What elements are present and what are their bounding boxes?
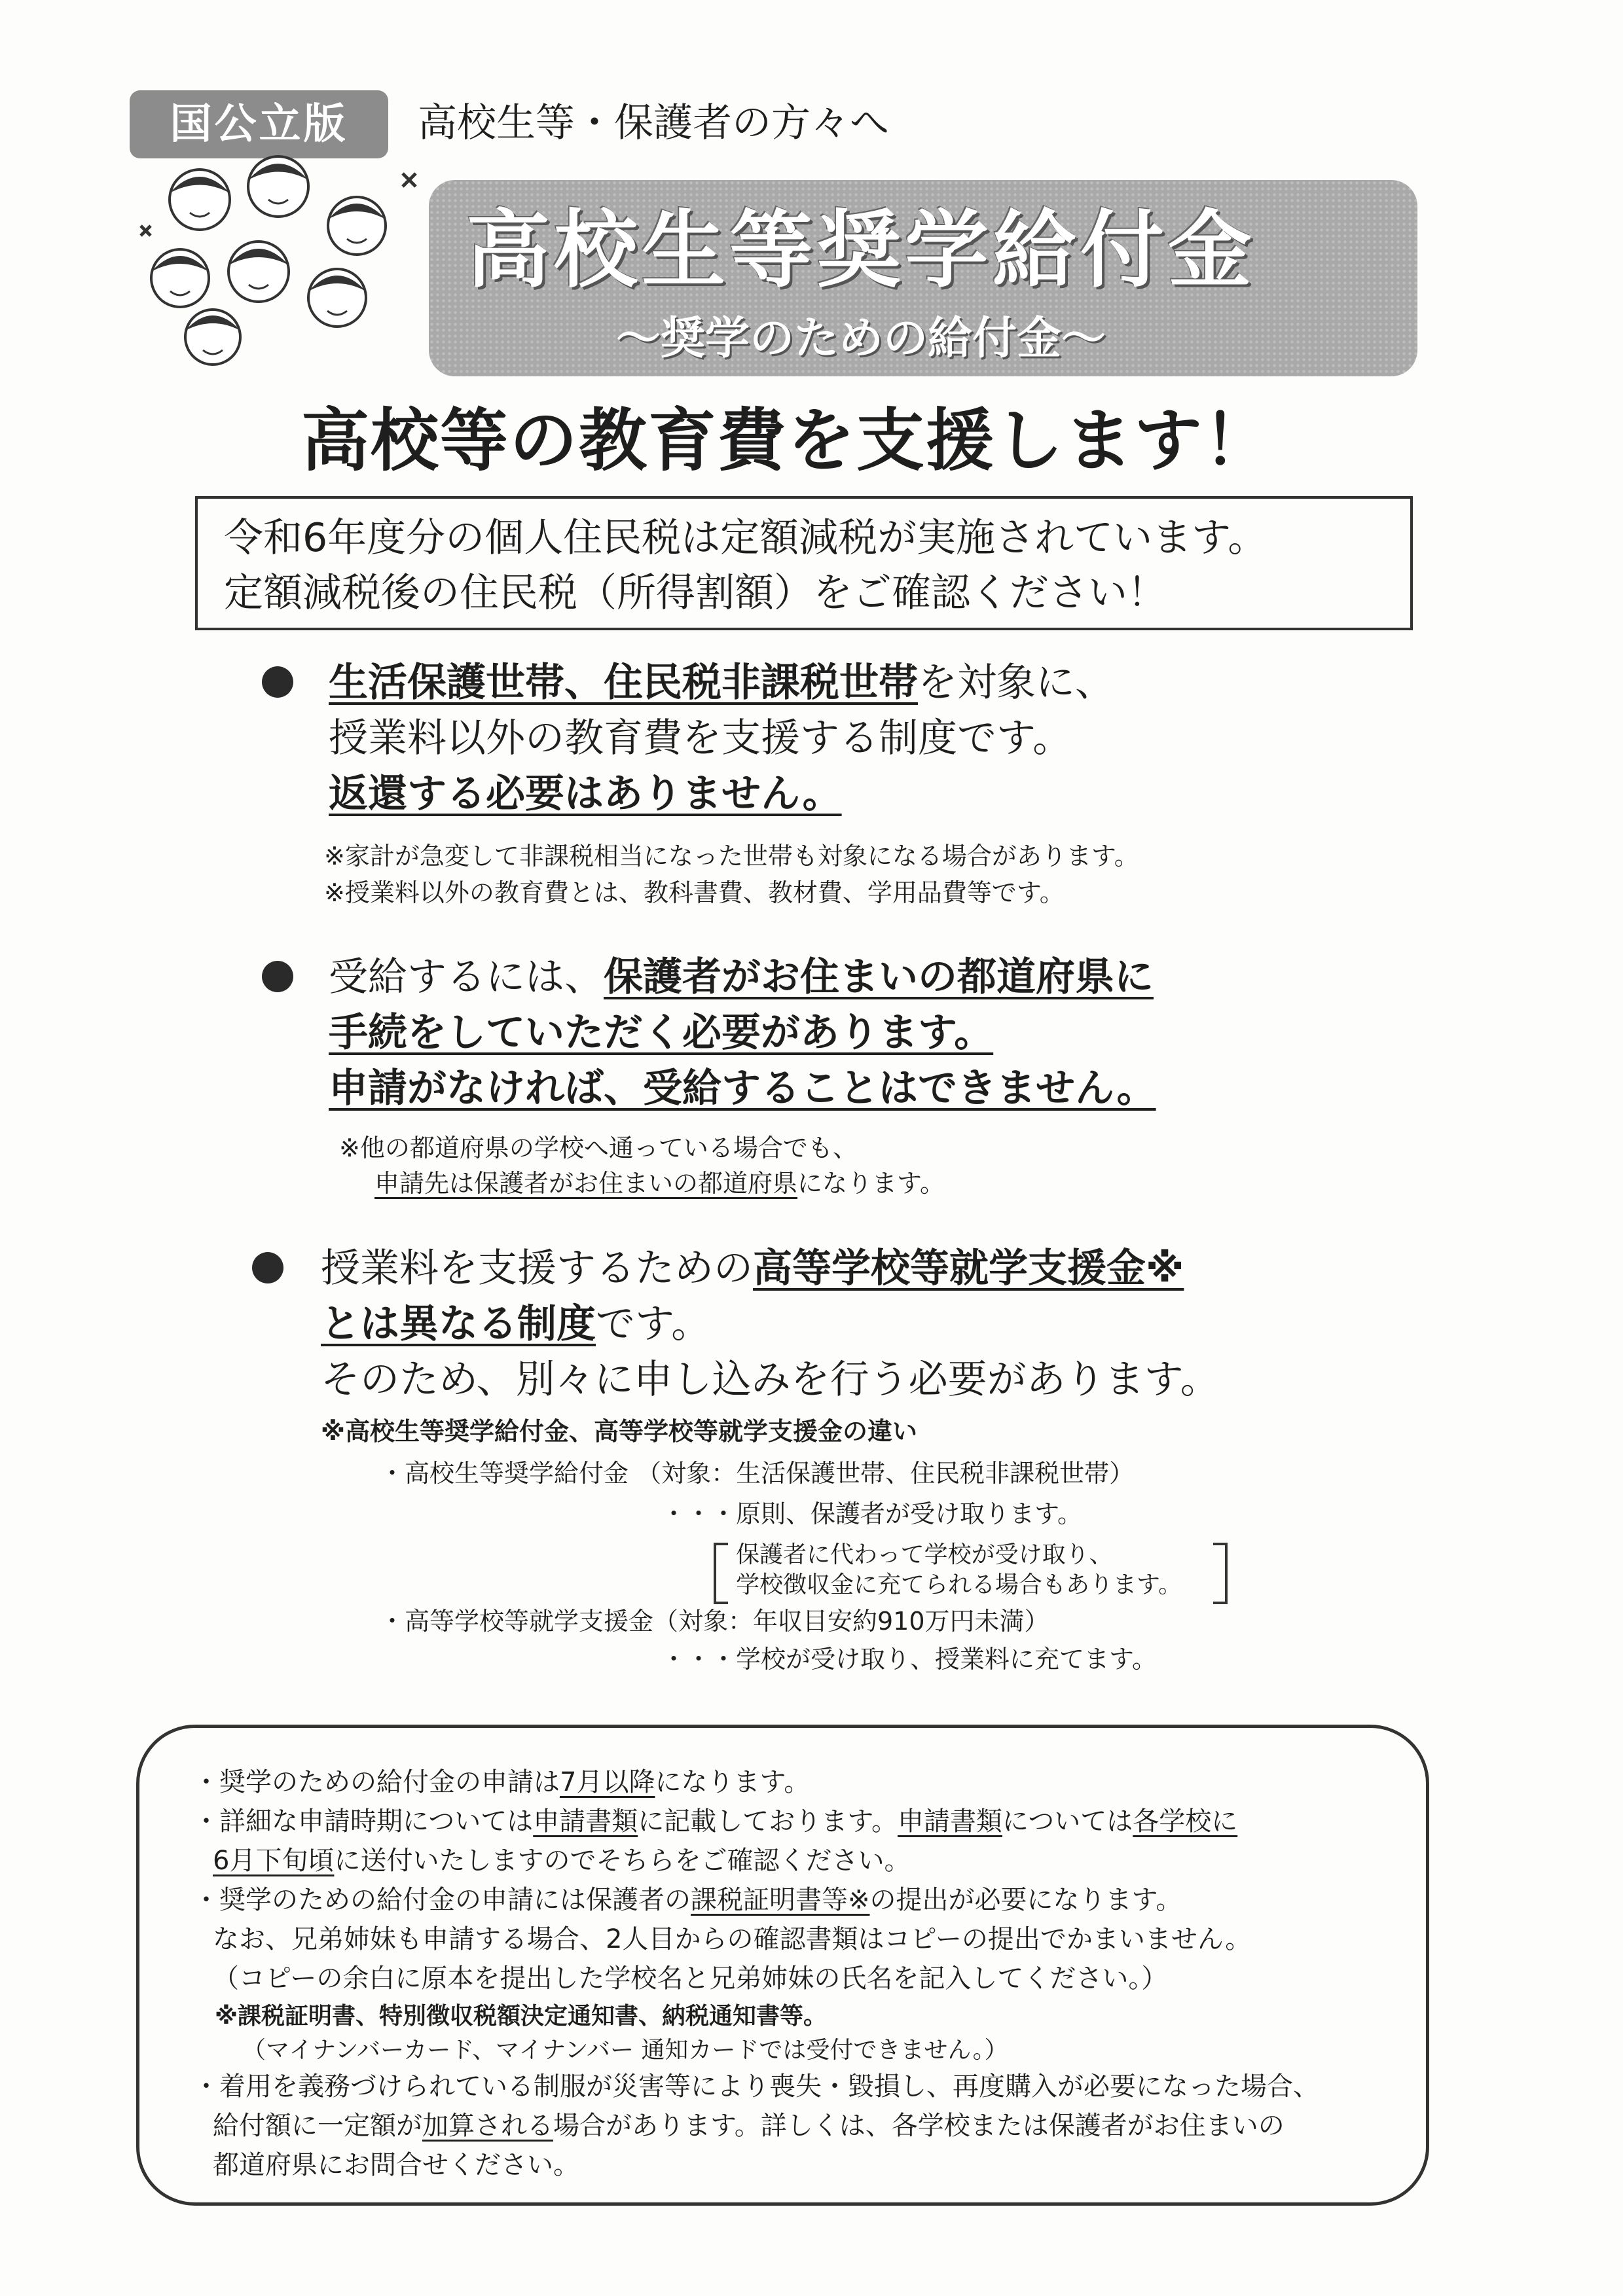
bracket-left bbox=[714, 1543, 728, 1604]
bullet-icon bbox=[262, 666, 293, 698]
info-line-11: 都道府県にお問合せください。 bbox=[213, 2150, 579, 2180]
section1-line-3: 返還する必要はありません。 bbox=[329, 771, 842, 817]
edition-badge: 国公立版 bbox=[130, 90, 388, 158]
info-line-9: ・着用を義務づけられている制服が災害等により喪失・毀損し、再度購入が必要になった場合、 bbox=[193, 2072, 1319, 2102]
section1-note-1: ※家計が急変して非課税相当になった世帯も対象になる場合があります。 bbox=[324, 842, 1139, 870]
section3-line-2: とは異なる制度です。 bbox=[321, 1301, 711, 1347]
difference-item-2-detail: ・・・学校が受け取り、授業料に充てます。 bbox=[661, 1645, 1157, 1674]
info-line-2: ・詳細な申請時期については申請書類に記載しております。申請書類については各学校に bbox=[193, 1806, 1238, 1837]
info-line-7: ※課税証明書、特別徴収税額決定通知書、納税通知書等。 bbox=[215, 2003, 827, 2030]
students-illustration bbox=[128, 147, 442, 396]
info-line-1: ・奨学のための給付金の申請は7月以降になります。 bbox=[193, 1767, 811, 1797]
section2-note-2: 申請先は保護者がお住まいの都道府県になります。 bbox=[374, 1169, 945, 1198]
section3-line-3: そのため、別々に申し込みを行う必要があります。 bbox=[321, 1357, 1220, 1403]
difference-item-1-detail: ・・・原則、保護者が受け取ります。 bbox=[661, 1499, 1082, 1528]
difference-item-1: ・高校生等奨学給付金 （対象：生活保護世帯、住民税非課税世帯） bbox=[380, 1459, 1135, 1488]
bullet-icon bbox=[262, 961, 293, 992]
section2-note-1: ※他の都道府県の学校へ通っている場合でも、 bbox=[339, 1134, 858, 1162]
info-line-5: なお、兄弟姉妹も申請する場合、2人目からの確認書類はコピーの提出でかまいません。 bbox=[213, 1924, 1252, 1954]
info-line-6: （コピーの余白に原本を提出した学校名と兄弟姉妹の氏名を記入してください。） bbox=[213, 1964, 1168, 1994]
difference-title: ※高校生等奨学給付金、高等学校等就学支援金の違い bbox=[321, 1417, 917, 1446]
section1-line-2: 授業料以外の教育費を支援する制度です。 bbox=[329, 715, 1072, 761]
section2-line-1: 受給するには、保護者がお住まいの都道府県に bbox=[329, 954, 1154, 1000]
info-line-10: 給付額に一定額が加算される場合があります。詳しくは、各学校または保護者がお住まいの bbox=[213, 2111, 1285, 2141]
bracket-line-2: 学校徴収金に充てられる場合もあります。 bbox=[736, 1571, 1182, 1598]
info-line-8: （マイナンバーカード、マイナンバー 通知カードでは受付できません。） bbox=[242, 2037, 1008, 2064]
section2-line-3: 申請がなければ、受給することはできません。 bbox=[329, 1066, 1156, 1111]
info-line-3: 6月下旬頃に送付いたしますのでそちらをご確認ください。 bbox=[213, 1846, 911, 1876]
section3-line-1: 授業料を支援するための高等学校等就学支援金※ bbox=[321, 1246, 1184, 1291]
section1-line-1: 生活保護世帯、住民税非課税世帯を対象に、 bbox=[329, 660, 1114, 706]
info-line-4: ・奨学のための給付金の申請には保護者の課税証明書等※の提出が必要になります。 bbox=[193, 1885, 1182, 1915]
bracket-note bbox=[714, 1540, 1228, 1600]
bracket-right bbox=[1213, 1543, 1228, 1604]
notice-box bbox=[195, 496, 1413, 630]
notice-line-2: 定額減税後の住民税（所得割額）をご確認ください！ bbox=[224, 570, 1167, 616]
main-title: 高校生等奨学給付金 bbox=[465, 202, 1256, 299]
section1-note-2: ※授業料以外の教育費とは、教科書費、教材費、学用品費等です。 bbox=[324, 878, 1065, 907]
audience-label: 高校生等・保護者の方々へ bbox=[418, 100, 889, 146]
notice-line-1: 令和6年度分の個人住民税は定額減税が実施されています。 bbox=[224, 515, 1267, 561]
bullet-icon bbox=[252, 1252, 283, 1283]
bracket-line-1: 保護者に代わって学校が受け取り、 bbox=[736, 1541, 1113, 1568]
section1-target: 生活保護世帯、住民税非課税世帯 bbox=[329, 660, 918, 706]
headline: 高校等の教育費を支援します！ bbox=[301, 401, 1273, 480]
main-subtitle: ～奨学のための給付金～ bbox=[615, 313, 1106, 365]
difference-item-2: ・高等学校等就学支援金（対象：年収目安約910万円未満） bbox=[380, 1607, 1049, 1636]
section2-line-2: 手続をしていただく必要があります。 bbox=[329, 1010, 994, 1056]
